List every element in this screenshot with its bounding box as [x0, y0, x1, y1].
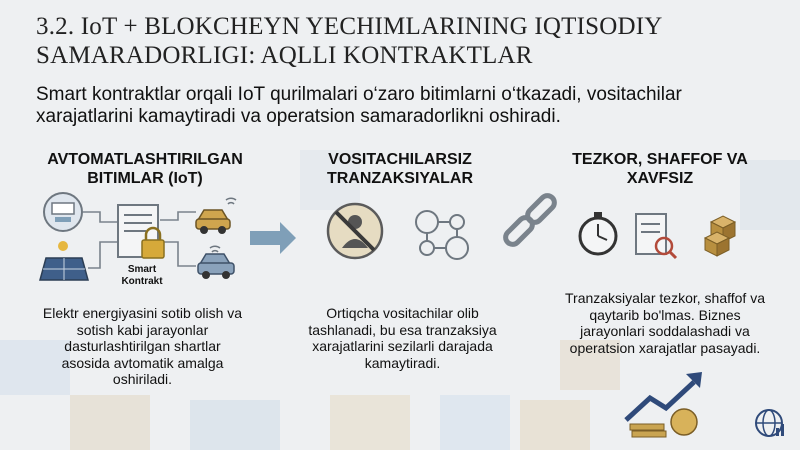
globe-chart-icon: [756, 410, 784, 436]
coin-stack-icon: [630, 409, 697, 437]
solar-panel-icon: [40, 241, 88, 280]
slide-subtitle: Smart kontraktlar orqali IoT qurilmalari o‘zaro bitimlarni o‘tkazadi, vositachilar xarajatlarini kamaytiradi va operatsion samaradorlikni oshiradi.: [36, 84, 682, 127]
column-heading-automated: AVTOMATLASHTIRILGAN BITIMLAR (IoT): [47, 151, 243, 187]
column-body-no-intermediaries: Ortiqcha vositachilar olib tashlanadi, bu esa tranzaksiya xarajatlarini sezilarli darajada kamaytiradi.: [308, 305, 497, 371]
column-heading-fast-transparent: TEZKOR, SHAFFOF VA XAVFSIZ: [572, 151, 748, 187]
car-wifi-icon: [198, 246, 234, 279]
peer-network-icon: [416, 211, 468, 259]
no-intermediary-icon: [328, 204, 382, 258]
column-body-fast-transparent: Tranzaksiyalar tezkor, shaffof va qaytarib bo'lmas. Biznes jarayonlari soddalashadi va operatsion xarajatlar pasayadi.: [565, 290, 765, 356]
column-body-automated: Elektr energiyasini sotib olish va sotish kabi jarayonlar dasturlashtirilgan shartlar asosida avtomatik amalga oshiriladi.: [42, 305, 243, 387]
slide-title: 3.2. IoT + BLOKCHEYN YECHIMLARINING IQTISODIY SAMARADORLIGI: AQLLI KONTRAKTLAR: [36, 13, 662, 69]
car-wifi-icon: [196, 198, 236, 234]
smart-meter-icon: [44, 193, 82, 231]
column-heading-no-intermediaries: VOSITACHILARSIZ TRANZAKSIYALAR: [326, 151, 474, 187]
transparent-document-icon: [636, 214, 676, 258]
chain-link-icon: [503, 193, 558, 248]
stopwatch-icon: [580, 212, 616, 254]
blockchain-cubes-icon: [705, 216, 735, 256]
smart-contract-label: Smart Kontrakt: [121, 264, 163, 287]
arrow-right-icon: [250, 222, 296, 254]
